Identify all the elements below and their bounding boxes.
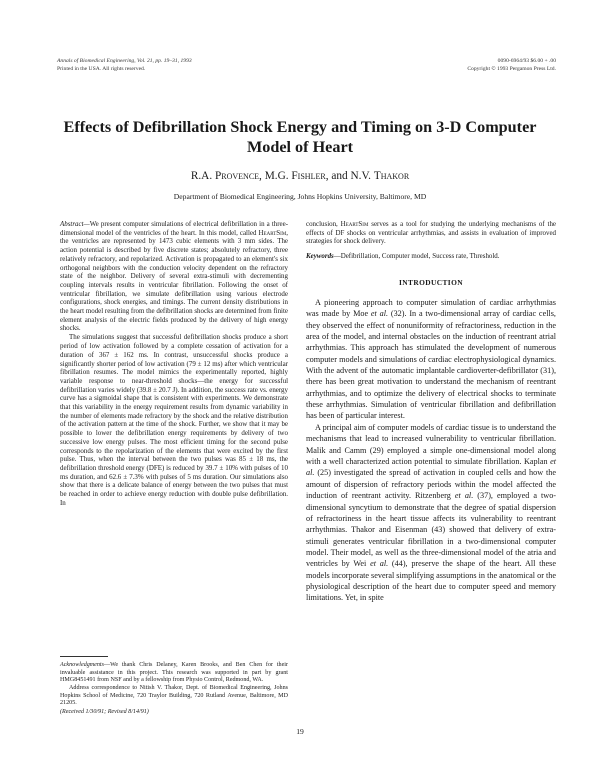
running-header-right [436, 58, 556, 73]
author-separator: , [259, 170, 265, 182]
abstract-continuation: conclusion, HeartSim serves as a tool for studying the underlying mechanisms of the effects of DF shocks on ventricular arrhythmias, and assists in evaluation of improved strategies for shock delivery. [306, 220, 557, 246]
intro-paragraph: A pioneering approach to computer simulation of cardiac arrhythmias was made by Moe et al. (32). In a two-dimensional array of cardiac cells, they observed the effect of nonuniformity of refractoriness, reduction in the area of the model, and internal obstacles on the induction of reentrant atrial arrhythmias. This approach has stimulated the development of numerous computer models and simulations of cardiac electrophysiological dynamics. With the advent of the automatic implantable cardioverter-defibrillator (31), there has been great motivation to understand the mechanism of reentrant arrhythmias, and to optimize the delivery of electrical shocks to terminate these arrhythmias. Simulation of ventricular fibrillation and defibrillation has been of particular interest. [306, 297, 556, 421]
author-surname: Provence [214, 170, 260, 182]
author-initials: R.A. [190, 170, 213, 182]
section-heading-introduction: INTRODUCTION [399, 277, 463, 287]
author-list [40, 170, 560, 182]
author-initials: N.V. [350, 170, 371, 182]
abstract-paragraph: The simulations suggest that successful defibrillation shocks produce a short period of low activation followed by a complete cessation of activation for a duration of 367 ± 162 ms. In contrast, unsuccessful shocks produce a significantly shorter period of low activation (79 ± 12 ms) after which ventricular fibrillation resumes. The model mimics the experimentally reported, highly variable response to near-threshold shocks—the energy for successful defibrillation varies widely (39.8 ± 20.7 J). In addition, the success rate vs. energy curve has a sigmoidal shape that is consistent with experiments. We demonstrate that this variability in the energy requirement results from dynamic variability in the number of elements made refractory by the shock and the relative distribution of the activation pattern at the time of the shock. Further, we show that it may be possible to lower the defibrillation energy requirements by delivery of two successive low energy pulses. The most efficient timing for the second pulse corresponds to the repolarization of the elements that were excited by the first pulse. Thus, when the interval between the two pulses was 85 ± 18 ms, the defibrillation threshold energy (DFE) is reduced by 39.7 ± 10% with pulses of 10 ms duration, and 62.6 ± 7.3% with pulses of 5 ms duration. Our simulations also show that there is a delicate balance of energy between the two pulses that must be reached in order to achieve energy reduction with double pulse defibrillation. In [60, 333, 288, 507]
introduction-body [306, 297, 556, 604]
intro-paragraph: A principal aim of computer models of cardiac tissue is to understand the mechanisms that lead to increased vulnerability to ventricular fibrillation. Malik and Camm (29) employed a simple one-dimensional model along with a well characterized action potential to simulate fibrillation. Kaplan et al. (25) investigated the spread of activation in coupled cells and how the amount of dispersion of refractory periods within the model affected the induction of reentrant activity. Ritzenberg et al. (37), employed a two-dimensional syncytium to demonstrate that the degree of spatial dispersion of refractoriness in the heart tissue affects its vulnerability to reentrant arrhythmias. Thakor and Eisenman (43) showed that delivery of extra-stimuli generates ventricular fibrillation in a two-dimensional computer model. Their model, as well as the three-dimensional model of the atria and ventricles by Wei et al. (44), preserve the shape of the heart. All these models incorporate several simplifying assumptions in the anatomical or the physiological description of the heart due to computer speed and memory limitations. Yet, in spite [306, 423, 557, 603]
author-separator: , and [325, 170, 351, 182]
abstract-label: Abstract— [60, 220, 90, 228]
issn-price: 0090-6964/93 $6.00 + .00 [497, 58, 556, 64]
author-surname: Fishler [291, 170, 326, 182]
copyright-notice: Copyright © 1993 Pergamon Press Ltd. [467, 65, 556, 72]
affiliation: Department of Biomedical Engineering, Johns Hopkins University, Baltimore, MD [173, 192, 427, 201]
author-surname: Thakor [373, 170, 410, 182]
article-title: Effects of Defibrillation Shock Energy and Timing on 3-D Computer Model of Heart [63, 118, 537, 156]
abstract-paragraph: Abstract—We present computer simulations of electrical defibrillation in a three-dimensional model of the ventricles of the heart. In this model, called HeartSim, the ventricles are represented by 1473 cubic elements with 3 mm sides. The action potential is described by five discrete states; absolutely refractory, three relatively refractory, and repolarized. Activation is propagated to an element's six orthogonal neighbors with the conduction velocity dependent on the refractory state of the neighbor. Delivery of several extra-stimuli with decrementing coupling intervals results in ventricular fibrillation. Following the onset of ventricular fibrillation, we simulate defibrillation using various electrode configurations, shock energies, and timings. The current density distributions in the heart model resulting from the defibrillation shocks are determined from finite element analysis of the electric fields produced by the delivery of high energy shocks. [60, 220, 288, 333]
page-number: 19 [296, 727, 304, 736]
model-name: HeartSim [258, 228, 287, 237]
acknowledgments: Acknowledgments—We thank Chris Delaney, Karen Brooks, and Ben Chen for their invaluable assistance in this project. This research was supported in part by grant HMG8451491 from NSF and by a fellowship from Physio Control, Redmond, WA. [60, 662, 288, 683]
keywords: Keywords—Defibrillation, Computer model, Success rate, Threshold. [306, 252, 500, 261]
received-dates: (Received 1/30/91; Revised 8/14/91) [60, 708, 149, 715]
right-column [306, 220, 556, 604]
keywords-label: Keywords [306, 252, 334, 261]
footnote-rule [60, 656, 108, 657]
running-header-left [57, 58, 192, 73]
correspondence-address: Address correspondence to Nitish V. Thakor, Dept. of Biomedical Engineering, Johns Hopkins School of Medicine, 720 Traylor Building, 720 Rutland Avenue, Baltimore, MD 21205. [60, 685, 288, 707]
footnotes [60, 656, 288, 716]
journal-citation: Annals of Biomedical Engineering, Vol. 21, pp. 19–31, 1993 [57, 58, 192, 64]
printed-notice: Printed in the USA. All rights reserved. [57, 65, 146, 72]
author-initials: M.G. [264, 170, 289, 182]
abstract-column [60, 220, 288, 508]
model-name: HeartSim [340, 220, 369, 228]
